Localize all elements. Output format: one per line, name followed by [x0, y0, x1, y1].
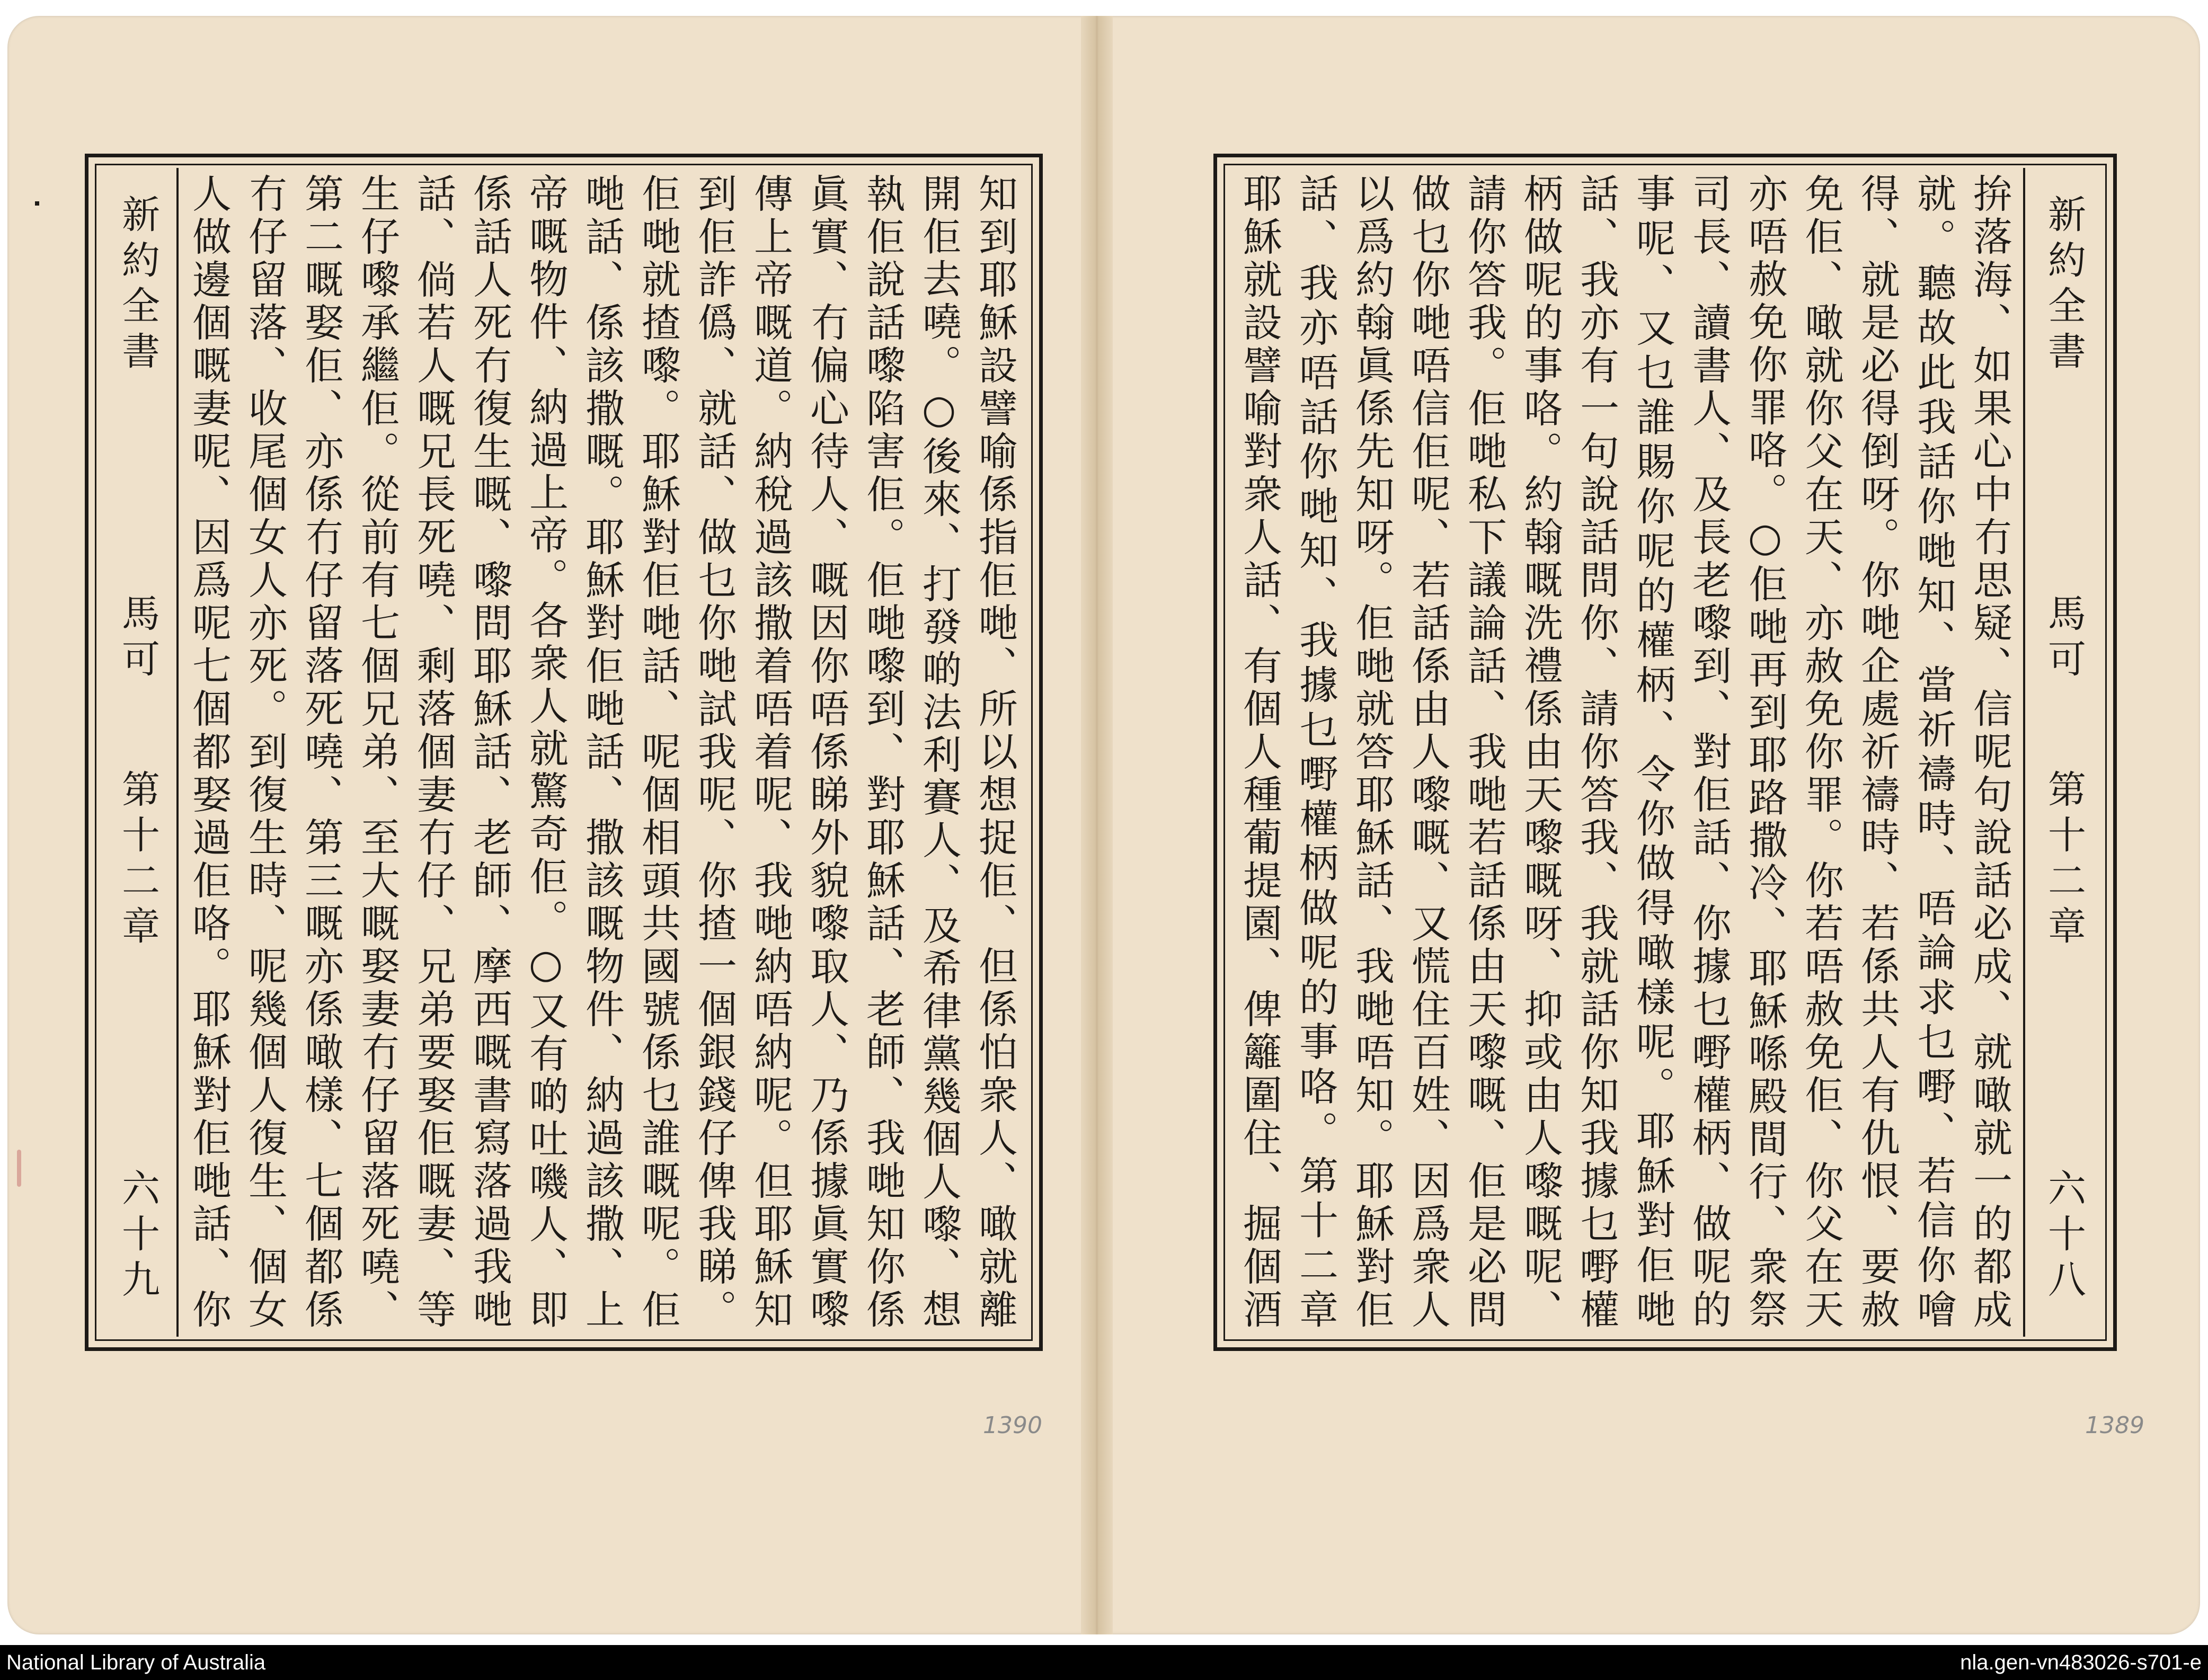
- library-credit: National Library of Australia: [6, 1650, 266, 1674]
- page-number: 六十九: [116, 1168, 160, 1305]
- page-number: 六十八: [2042, 1168, 2086, 1305]
- gospel-name: 馬可: [2042, 593, 2086, 685]
- right-running-header: [2023, 168, 2103, 1337]
- footer-bar: [0, 1645, 2208, 1680]
- book-title: 新約全書: [116, 194, 160, 377]
- chapter-label: 第十二章: [116, 769, 160, 952]
- pencil-page-number: 1390: [983, 1412, 1042, 1439]
- right-body-text: [1233, 173, 2018, 1331]
- item-identifier: nla.gen-vn483026-s701-e: [1960, 1650, 2202, 1674]
- paper-stain: [17, 1150, 21, 1187]
- left-body-text: [184, 173, 1023, 1331]
- gospel-name: 馬可: [116, 593, 160, 685]
- book-gutter: [1081, 16, 1113, 1634]
- ink-dot: [35, 201, 39, 206]
- right-text-frame: [1213, 154, 2117, 1351]
- scripture-text: 知到耶穌設譬喻係指佢哋、所以想捉佢、但係怕衆人、噉就離開佢去嘵。○後來、打發啲法利賽人、及希律黨幾個人嚟、想執佢說話嚟陷害佢。佢哋嚟到、對耶穌話、老師、我哋知你係眞實、冇偏心待人、嘅因你唔係睇外貌嚟取人、乃係據眞實嚟傳上帝嘅道。納稅過該撒着唔着呢、我哋納唔納呢。但耶穌知到佢詐僞、就話、做乜你哋試我呢、你揸一個銀錢仔俾我睇。佢哋就揸嚟。耶穌對佢哋話、呢個相頭共國號係乜誰嘅呢。佢哋話、係該撒嘅。耶穌對佢哋話、撒該嘅物件、納過該撒、上帝嘅物件、納過上帝。各衆人就驚奇佢。○又有啲吐嘰人、即係話人死冇復生嘅、嚟問耶穌話、老師、摩西嘅書寫落過我哋話、倘若人嘅兄長死嘵、剩落個妻冇仔、兄弟要娶佢嘅妻、等生仔嚟承繼佢。從前有七個兄弟、至大嘅娶妻冇仔留落死嘵、第二嘅娶佢、亦係冇仔留落死嘵、第三嘅亦係噉樣、七個都係冇仔留落、收尾個女人亦死。到復生時、呢幾個人復生、個女人做邊個嘅妻呢、因爲呢七個都娶過佢咯。耶穌對佢哋話、你: [186, 173, 1018, 1331]
- scripture-text: 拚落海、如果心中冇思疑、信呢句說話必成、就噉就一的都成就。聽故此我話你哋知、當祈禱時、唔論求乜嘢、若信你噲得、就是必得倒呀。你哋企處祈禱時、若係共人有仇恨、要赦免佢、噉就你父在天、亦赦免你罪。你若唔赦免佢、你父在天亦唔赦免你罪咯。○佢哋再到耶路撒冷、耶穌喺殿間行、衆祭司長、讀書人、及長老嚟到、對佢話、你據乜嘢權柄、做呢的事呢、又乜誰賜你呢的權柄、令你做得噉樣呢。耶穌對佢哋話、我亦有一句說話問你、請你答我、我就話你知我據乜嘢權柄做呢的事咯。約翰嘅洗禮係由天嚟嘅呀、抑或由人嚟嘅呢、請你答我。佢哋私下議論話、我哋若話係由天嚟嘅、佢是必問做乜你哋唔信佢呢、若話係由人嚟嘅、又慌住百姓、因爲衆人以爲約翰眞係先知呀。佢哋就答耶穌話、我哋唔知。耶穌對佢話、我亦唔話你哋知、我據乜嘢權柄做呢的事咯。第十二章 耶穌就設譬喻對衆人話、有個人種葡提園、俾籬圍住、掘個酒: [1237, 173, 2012, 1331]
- book-title: 新約全書: [2042, 194, 2086, 377]
- left-running-header: [99, 168, 179, 1337]
- pencil-page-number: 1389: [2085, 1412, 2144, 1439]
- left-text-frame: [85, 154, 1043, 1351]
- chapter-label: 第十二章: [2042, 769, 2086, 952]
